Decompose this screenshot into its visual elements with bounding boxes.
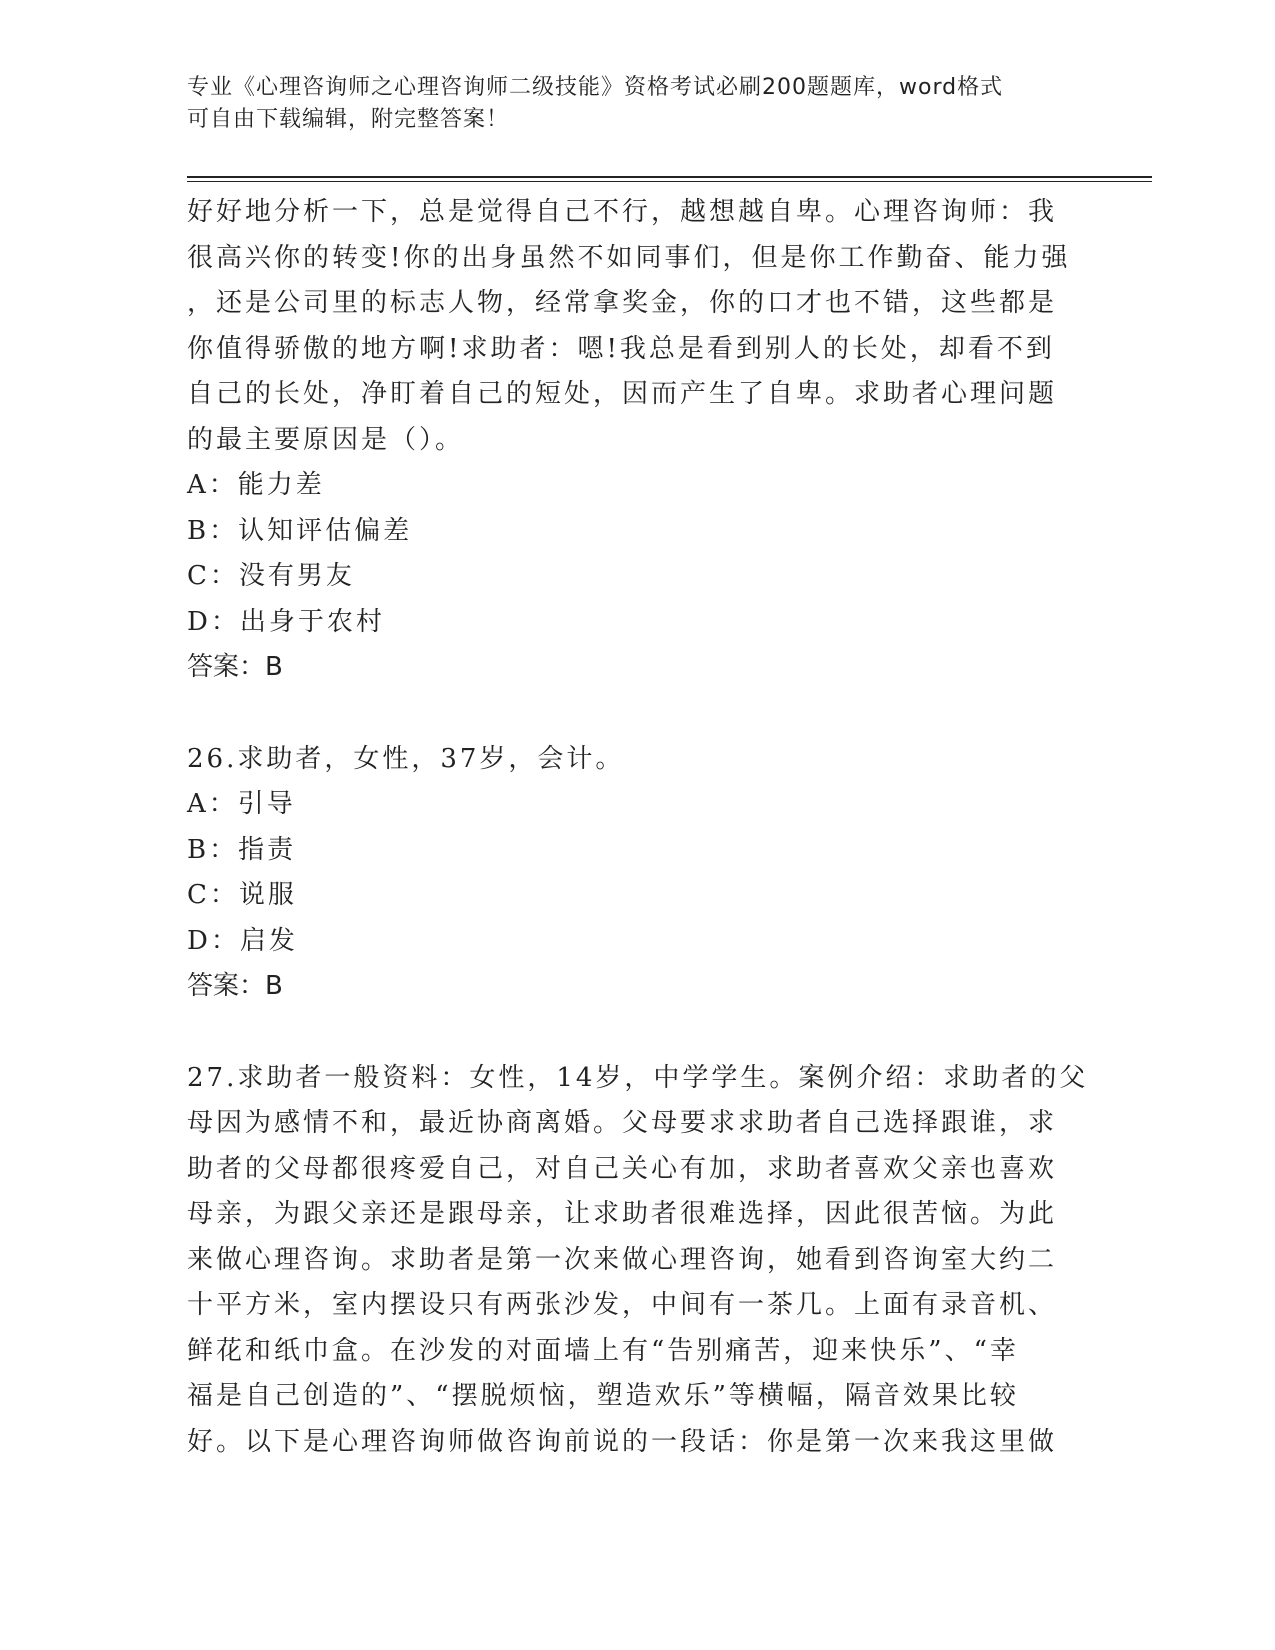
- question-stem-line: 来做心理咨询。求助者是第一次来做心理咨询，她看到咨询室大约二: [187, 1244, 1058, 1275]
- option-a: A：能力差: [187, 470, 325, 500]
- question-stem-line: 十平方米，室内摆设只有两张沙发，中间有一茶几。上面有录音机、: [187, 1290, 1058, 1320]
- question-stem-line: 26.求助者，女性，37岁，会计。: [187, 743, 625, 774]
- option-d: D：出身于农村: [187, 606, 385, 637]
- option-b: B：指责: [187, 834, 297, 865]
- header-line-1: 专业《心理咨询师之心理咨询师二级技能》资格考试必刷200题题库，word格式: [187, 75, 1004, 100]
- question-stem-line: 你值得骄傲的地方啊!求助者：嗯!我总是看到别人的长处，却看不到: [187, 333, 1055, 364]
- option-a: A：引导: [187, 789, 296, 819]
- option-b: B：认知评估偏差: [187, 515, 413, 546]
- question-stem-line: 福是自己创造的”、“摆脱烦恼，塑造欢乐”等横幅，隔音效果比较: [187, 1381, 1019, 1411]
- question-stem-line: 自己的长处，净盯着自己的短处，因而产生了自卑。求助者心理问题: [187, 379, 1058, 409]
- question-stem-line: ，还是公司里的标志人物，经常拿奖金，你的口才也不错，这些都是: [187, 288, 1058, 318]
- question-stem-line: 鲜花和纸巾盒。在沙发的对面墙上有“告别痛苦，迎来快乐”、“幸: [187, 1335, 1019, 1366]
- answer-line: 答案：B: [187, 652, 283, 682]
- page-header: [187, 72, 1087, 136]
- header-divider-thick: [187, 176, 1152, 178]
- question-stem-line: 27.求助者一般资料：女性，14岁，中学学生。案例介绍：求助者的父: [187, 1062, 1089, 1093]
- question-stem-line: 好。以下是心理咨询师做咨询前说的一段话：你是第一次来我这里做: [187, 1426, 1058, 1457]
- header-divider-thin: [187, 181, 1152, 182]
- question-stem-line: 母亲，为跟父亲还是跟母亲，让求助者很难选择，因此很苦恼。为此: [187, 1199, 1058, 1229]
- option-c: C：没有男友: [187, 561, 355, 591]
- question-stem-line: 很高兴你的转变!你的出身虽然不如同事们，但是你工作勤奋、能力强: [187, 242, 1071, 273]
- question-spacer: [187, 691, 1087, 737]
- question-26: [187, 737, 1087, 1010]
- question-stem-line: 的最主要原因是（）。: [187, 424, 465, 455]
- header-line-2: 可自由下载编辑，附完整答案！: [187, 107, 510, 132]
- question-25: [187, 190, 1087, 691]
- answer-line: 答案：B: [187, 971, 283, 1001]
- option-d: D：启发: [187, 925, 298, 956]
- question-spacer: [187, 1010, 1087, 1056]
- question-27: [187, 1056, 1087, 1466]
- question-stem-line: 好好地分析一下，总是觉得自己不行，越想越自卑。心理咨询师：我: [187, 197, 1058, 227]
- question-stem-line: 母因为感情不和，最近协商离婚。父母要求求助者自己选择跟谁，求: [187, 1108, 1058, 1138]
- option-c: C：说服: [187, 880, 297, 910]
- document-body: [187, 190, 1087, 1465]
- question-stem-line: 助者的父母都很疼爱自己，对自己关心有加，求助者喜欢父亲也喜欢: [187, 1153, 1058, 1184]
